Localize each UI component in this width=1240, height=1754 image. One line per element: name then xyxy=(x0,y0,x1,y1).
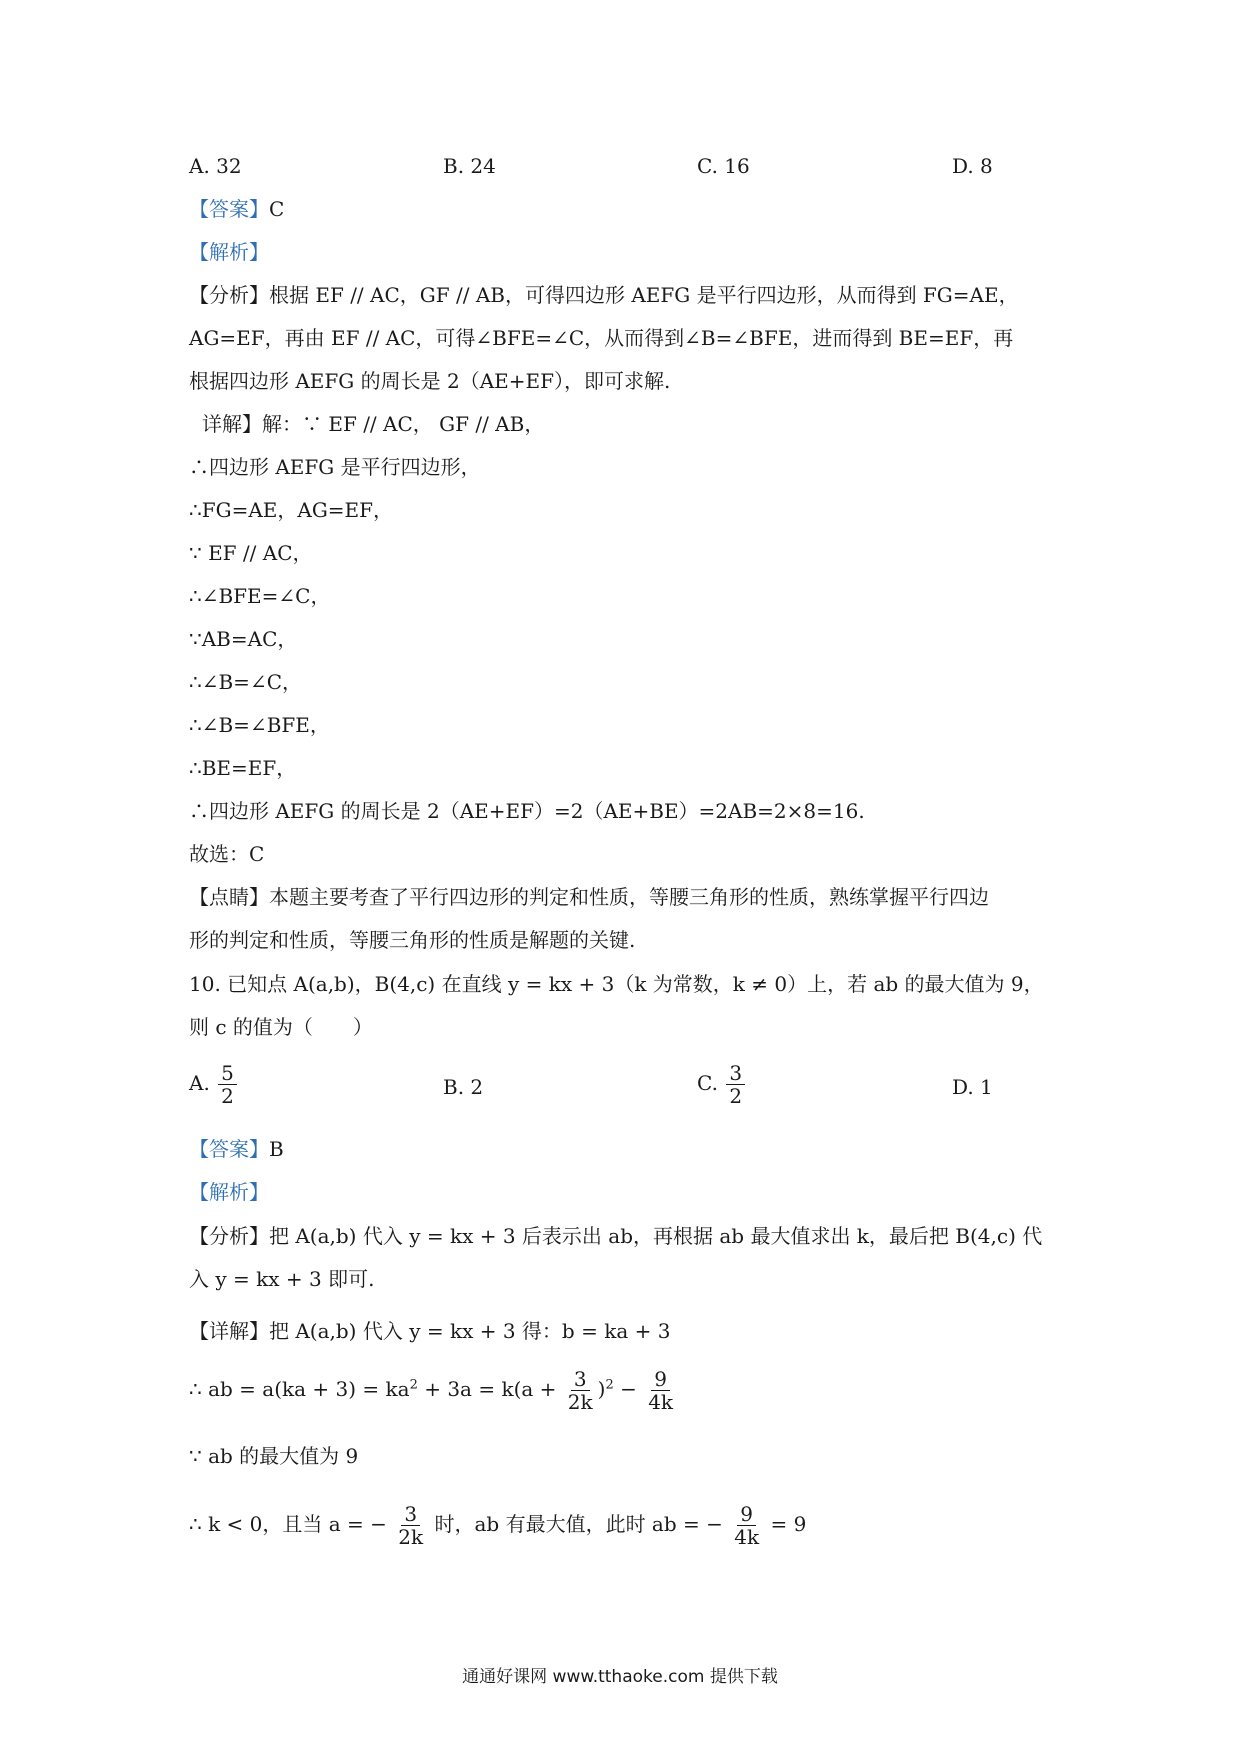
q10-choice-a-label: A. xyxy=(189,1071,210,1095)
q9-analysis-line-2: AG=EF，再由 EF // AC，可得∠BFE=∠C，从而得到∠B=∠BFE，进而得到 BE=EF，再 xyxy=(189,326,1014,350)
fraction-denominator: 4k xyxy=(648,1390,674,1414)
q9-detail-line-3: ∴FG=AE，AG=EF， xyxy=(189,498,394,522)
eq2-fraction-1 xyxy=(395,1503,426,1548)
q9-comment-line-2: 形的判定和性质，等腰三角形的性质是解题的关键. xyxy=(189,928,636,952)
eq1-left: ∴ ab = a(ka + 3) = ka xyxy=(189,1377,410,1401)
eq1-fraction-1 xyxy=(565,1368,596,1413)
eq1-exponent: 2 xyxy=(409,1377,418,1393)
fraction-numerator: 9 xyxy=(737,1503,756,1526)
q10-jiexi-tag: 【解析】 xyxy=(189,1180,269,1204)
answer-tag: 【答案】 xyxy=(189,197,269,221)
eq1-fraction-2 xyxy=(645,1368,676,1413)
q10-answer: B xyxy=(269,1137,284,1161)
q10-choice-c xyxy=(697,1062,747,1107)
q10-equation-2 xyxy=(189,1503,806,1548)
fraction-numerator: 3 xyxy=(726,1062,745,1085)
q9-detail-line-8: ∴∠B=∠BFE， xyxy=(189,713,330,737)
fraction-denominator: 2k xyxy=(567,1390,593,1414)
q10-equation-1 xyxy=(189,1368,678,1413)
fraction-numerator: 3 xyxy=(571,1368,590,1391)
q10-detail-text-1: 把 A(a,b) 代入 y = kx + 3 得：b = ka + 3 xyxy=(269,1319,671,1343)
eq1-paren: ) xyxy=(597,1377,606,1401)
q9-detail-line-10: ∴四边形 AEFG 的周长是 2（AE+EF）=2（AE+BE）=2AB=2×8=16. xyxy=(189,799,865,823)
q9-detail-line-6: ∵AB=AC， xyxy=(189,627,298,651)
eq1-middle: + 3a = k(a + xyxy=(417,1377,563,1401)
fraction-denominator: 2 xyxy=(729,1084,743,1108)
page-footer: 通通好课网 www.tthaoke.com 提供下载 xyxy=(462,1667,778,1687)
q10-detail-line-1 xyxy=(189,1317,670,1345)
eq2-middle: 时，ab 有最大值，此时 ab = − xyxy=(428,1512,723,1536)
q9-select-line: 故选：C xyxy=(189,842,265,866)
q10-analysis-text-1: 把 A(a,b) 代入 y = kx + 3 后表示出 ab，再根据 ab 最大值求出 k，最后把 B(4,c) 代 xyxy=(269,1224,1043,1248)
eq2-left: ∴ k < 0，且当 a = − xyxy=(189,1512,387,1536)
q10-choice-d: D. 1 xyxy=(952,1075,993,1099)
q9-detail-line-9: ∴BE=EF， xyxy=(189,756,297,780)
q9-comment-line-1 xyxy=(189,883,989,911)
fraction-numerator: 3 xyxy=(401,1503,420,1526)
q9-detail-line-1: 详解】解：∵ EF // AC， GF // AB， xyxy=(202,412,545,436)
q9-analysis-line-1 xyxy=(189,281,1019,309)
q9-detail-line-7: ∴∠B=∠C， xyxy=(189,670,302,694)
comment-tag: 【点睛】 xyxy=(189,885,269,909)
fraction-denominator: 2 xyxy=(221,1084,234,1108)
fraction-numerator: 5 xyxy=(218,1062,237,1085)
answer-tag: 【答案】 xyxy=(189,1137,269,1161)
q9-detail-line-2: ∴四边形 AEFG 是平行四边形， xyxy=(189,455,481,479)
fraction-denominator: 4k xyxy=(734,1525,760,1549)
eq1-square: 2 xyxy=(605,1377,614,1393)
fraction-denominator: 2k xyxy=(398,1525,424,1549)
q9-analysis-text-1: 根据 EF // AC，GF // AB，可得四边形 AEFG 是平行四边形，从而得到 FG=AE， xyxy=(269,283,1019,307)
q10-choice-a-fraction xyxy=(218,1062,237,1107)
q9-answer-line xyxy=(189,195,284,223)
q9-comment-text-1: 本题主要考查了平行四边形的判定和性质，等腰三角形的性质，熟练掌握平行四边 xyxy=(269,885,989,909)
q9-choice-d: D. 8 xyxy=(952,154,993,178)
q10-choice-a xyxy=(189,1062,239,1107)
detail-tag: 【详解】 xyxy=(189,1319,269,1343)
q10-choice-c-fraction xyxy=(726,1062,745,1107)
fraction-numerator: 9 xyxy=(651,1368,670,1391)
q9-detail-line-5: ∴∠BFE=∠C， xyxy=(189,584,331,608)
q9-detail-line-4: ∵ EF // AC， xyxy=(189,541,313,565)
q9-answer: C xyxy=(269,197,285,221)
q10-detail-line-3: ∵ ab 的最大值为 9 xyxy=(189,1444,359,1468)
analysis-tag: 【分析】 xyxy=(189,283,269,307)
eq2-fraction-2 xyxy=(731,1503,762,1548)
q9-jiexi-tag: 【解析】 xyxy=(189,240,269,264)
eq1-minus: − xyxy=(613,1377,644,1401)
analysis-tag: 【分析】 xyxy=(189,1224,269,1248)
q10-analysis-line-2: 入 y = kx + 3 即可. xyxy=(189,1267,375,1291)
eq2-right: = 9 xyxy=(764,1512,807,1536)
q10-analysis-line-1 xyxy=(189,1222,1042,1250)
q10-stem-line-2: 则 c 的值为（ ） xyxy=(189,1015,373,1039)
q9-choice-a: A. 32 xyxy=(189,154,242,178)
q9-choice-c: C. 16 xyxy=(697,154,750,178)
q10-stem-line-1: 10. 已知点 A(a,b)，B(4,c) 在直线 y = kx + 3（k 为常数，k ≠ 0）上，若 ab 的最大值为 9， xyxy=(189,972,1044,996)
q10-answer-line xyxy=(189,1135,284,1163)
q9-analysis-line-3: 根据四边形 AEFG 的周长是 2（AE+EF），即可求解. xyxy=(189,369,671,393)
q10-choice-b: B. 2 xyxy=(443,1075,484,1099)
q9-choice-b: B. 24 xyxy=(443,154,496,178)
q10-choice-c-label: C. xyxy=(697,1071,718,1095)
